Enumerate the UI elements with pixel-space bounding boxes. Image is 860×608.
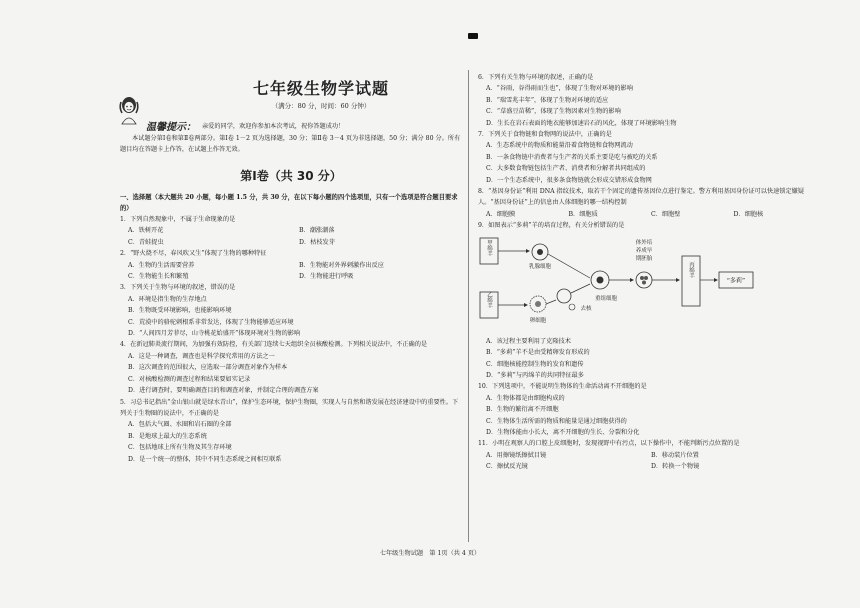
option-row — [120, 260, 462, 271]
intro-paragraph: 本试题分第Ⅰ卷和第Ⅱ卷两部分。第Ⅰ卷 1－2 页为选择题，30 分；第Ⅱ卷 3－4 页为非选择题，50 分；满分 80 分。所有题目均在答题卡上作答，在试题上作答无效。 — [120, 135, 461, 153]
recombined-label: 重组细胞 — [594, 295, 618, 302]
answer-option: C．荒漠中的骆驼刺根系非常发达，体现了生物能够适应环境 — [128, 318, 294, 326]
question-item — [120, 282, 462, 339]
answer-option: A．包括大气圈、水圈和岩石圈的全部 — [128, 421, 232, 429]
answer-option: B．这次调查的范围很大，应选取一部分调查对象作为样本 — [128, 364, 288, 372]
answer-option: C．对核酸检测的调查过程和结果要如实记录 — [128, 375, 251, 383]
answer-option: D．生物能进行呼吸 — [299, 273, 354, 281]
question-stem: 6．下列有关生物与环境的叙述，正确的是 — [478, 74, 594, 81]
question-stem: 3．下列关于生物与环境的叙述，错误的是 — [120, 284, 236, 292]
question-item — [120, 397, 462, 465]
answer-option: B．潮涨潮落 — [299, 227, 335, 235]
tip-label: 温馨提示： — [146, 122, 196, 133]
answer-option: B．是地球上最大的生态系统 — [128, 432, 207, 440]
answer-option: C．包括地球上所有生物及其生存环境 — [128, 444, 232, 452]
culture-label-2: 养成早 — [635, 247, 653, 254]
question-stem: 8．“基因身份证”利用 DNA 指纹技术，取若干个固定的遗传基因位点进行鉴定。警方利用基因身份证可以快速锁定嫌疑人。“基因身份证”上的信息由人体细胞的哪一结构控制 — [478, 188, 805, 207]
option-row — [120, 225, 462, 236]
exam-subtitle: （满分：80 分，时间：60 分钟） — [271, 102, 371, 110]
answer-option: B．生物既受环境影响，也能影响环境 — [128, 307, 232, 315]
enucleated-cell — [557, 289, 571, 303]
arrow-mammary-to-recombined — [548, 254, 590, 278]
culture-label-1: 体外培 — [635, 239, 653, 246]
answer-option: A．用擦镜纸擦拭目镜 — [486, 451, 547, 459]
answer-option: B．一条食物链中消费者与生产者的关系主要是吃与被吃的关系 — [486, 153, 658, 161]
answer-option: A．该过程主要利用了克隆技术 — [486, 337, 571, 345]
answer-option: B．“多莉”羊不是由受精卵发育形成的 — [486, 349, 590, 357]
question-stem: 5．习总书记指出“金山银山就是绿水青山”，保护生态环境，保护生物圈，实现人与自然和谐发展在经济建设中的重要性。下列关于生物圈的说法中，不正确的是 — [120, 398, 459, 417]
early-embryo — [636, 272, 652, 288]
answer-option: D．“人间四月芳菲尽，山寺桃花始盛开”体现环境对生物的影响 — [128, 330, 301, 338]
answer-option: A．环境是指生物的生存地点 — [128, 295, 207, 303]
answer-option: D．转换一个物镜 — [651, 463, 700, 471]
answer-option: A．“谷雨，谷得雨而生也”，体现了生物对环境的影响 — [486, 85, 633, 93]
answer-option: C．细胞核能控制生物的发育和遗传 — [486, 360, 584, 368]
dolly-label: “多莉” — [726, 277, 746, 285]
answer-option: D．枯枝发芽 — [299, 238, 335, 246]
answer-option: D．“多莉”与丙绵羊的共同特征最多 — [486, 371, 584, 379]
mammary-label: 乳腺细胞 — [528, 263, 552, 270]
column-divider — [468, 70, 469, 542]
answer-option: C．青蛙捉虫 — [128, 238, 164, 246]
question-stem: 1．下列自然现象中，不属于生命现象的是 — [120, 216, 236, 223]
question-stem: 2．“野火烧不尽，春风吹又生”体现了生物的哪种特征 — [120, 250, 267, 258]
option-row — [478, 450, 808, 461]
question-stem: 7．下列关于食物链和食物网的说法中，正确的是 — [478, 131, 612, 139]
section-instructions: 一、选择题（本大题共 20 小题，每小题 1.5 分，共 30 分，在以下每小题的四个选项里，只有一个选项是符合题目要求的） — [120, 194, 458, 212]
answer-option: B．生物的繁衍离不开细胞 — [486, 406, 559, 414]
option-row — [120, 271, 462, 282]
ink-mark — [468, 33, 478, 39]
arrow-egg-to-enucleated — [546, 300, 556, 304]
answer-option: D．是一个统一的整体，其中不同生态系统之间相互联系 — [128, 455, 282, 463]
sheep-a-label: 甲绵羊 — [486, 239, 492, 256]
answer-option: A．生物的生活需要营养 — [128, 261, 195, 269]
answer-option: A．生物体都是由细胞构成的 — [486, 394, 565, 402]
answer-option: C．大多数食物链包括生产者、消费者和分解者共同组成的 — [486, 165, 646, 173]
answer-option: C．细胞壁 — [651, 210, 681, 218]
question-item — [478, 220, 808, 231]
nucleus-removed-label: 去核 — [580, 305, 592, 312]
section-title: 第Ⅰ卷（共 30 分） — [240, 169, 342, 183]
answer-option: B．“瑞雪兆丰年”，体现了生物对环境的适应 — [486, 96, 609, 104]
answer-option: D．生物体能由小长大，离不开细胞的生长、分裂和分化 — [486, 428, 640, 436]
answer-option: B．细胞质 — [568, 210, 598, 218]
sheep-c-label: 丙绵羊 — [688, 261, 694, 278]
option-row — [478, 209, 808, 220]
question-stem: 11．小明在观察人的口腔上皮细胞时，发现视野中有污点，以下操作中，不能判断污点位置的是 — [478, 440, 740, 448]
answer-option: C．“草盛豆苗稀”，体现了生物因素对生物的影响 — [486, 108, 621, 116]
answer-option: D．一个生态系统中，很多条食物链就会形成交错形成食物网 — [486, 176, 652, 184]
page-footer: 七年级生物试题 第 1页（共 4 页） — [379, 550, 481, 557]
answer-option: A．铁树开花 — [128, 227, 164, 235]
option-row — [120, 237, 462, 248]
option-row — [478, 461, 808, 472]
answer-option: A．细胞膜 — [486, 210, 516, 218]
question-stem: 9．如图表示“多莉”羊的培育过程，有关分析错误的是 — [478, 222, 625, 230]
answer-option: A．这是一种调查，调查也是科学探究常用的方法之一 — [128, 352, 275, 360]
question-stem: 10．下列选项中，不能说明生物体的生命活动离不开细胞的是 — [478, 383, 647, 391]
answer-option: D．生长在岩石表面的地衣能够加速岩石的风化，体现了环境影响生物 — [486, 119, 677, 127]
question-item — [120, 339, 462, 396]
question-item — [478, 336, 808, 382]
left-column — [120, 76, 462, 465]
answer-option: B．移动装片位置 — [651, 451, 699, 459]
question-item — [120, 248, 462, 282]
right-question-list-b — [478, 336, 808, 473]
answer-option: C．擦拭反光镜 — [486, 463, 528, 471]
question-item — [120, 214, 462, 248]
question-item — [478, 381, 808, 438]
tip-text: 亲爱的同学，欢迎你参加本次考试，祝你答题成功！ — [202, 123, 345, 130]
answer-option: A．生态系统中的物质和能量沿着食物链和食物网流动 — [486, 142, 633, 150]
answer-option: B．生物能对外界刺激作出反应 — [299, 261, 384, 269]
question-item — [478, 438, 808, 472]
question-item — [478, 129, 808, 186]
answer-option: D．进行调查时，要明确调查目的和调查对象，并制定合理的调查方案 — [128, 387, 319, 395]
culture-label-3: 期胚胎 — [635, 255, 653, 262]
exam-title: 七年级生物学试题 — [252, 79, 389, 98]
question-item — [478, 186, 808, 220]
answer-option: C．生物能生长和繁殖 — [128, 273, 189, 281]
tip-row — [120, 118, 462, 133]
answer-option: D．细胞核 — [733, 210, 764, 218]
question-item — [478, 72, 808, 129]
right-column — [478, 72, 808, 473]
sheep-b-label: 乙绵羊 — [486, 291, 492, 308]
arrow-enucleated-to-recombined — [571, 284, 590, 293]
answer-option: C．生物体生活所需的物质和能量是通过细胞获得的 — [486, 417, 627, 425]
left-question-list — [120, 214, 462, 465]
egg-label: 卵细胞 — [529, 317, 547, 324]
question-stem: 4．在新冠肺炎流行期间，为加强有效防控，有关部门连续七天组织全员核酸检测。下列相关说法中，不正确的是 — [120, 341, 428, 349]
right-question-list-a — [478, 72, 808, 232]
dolly-cloning-diagram — [478, 234, 778, 330]
